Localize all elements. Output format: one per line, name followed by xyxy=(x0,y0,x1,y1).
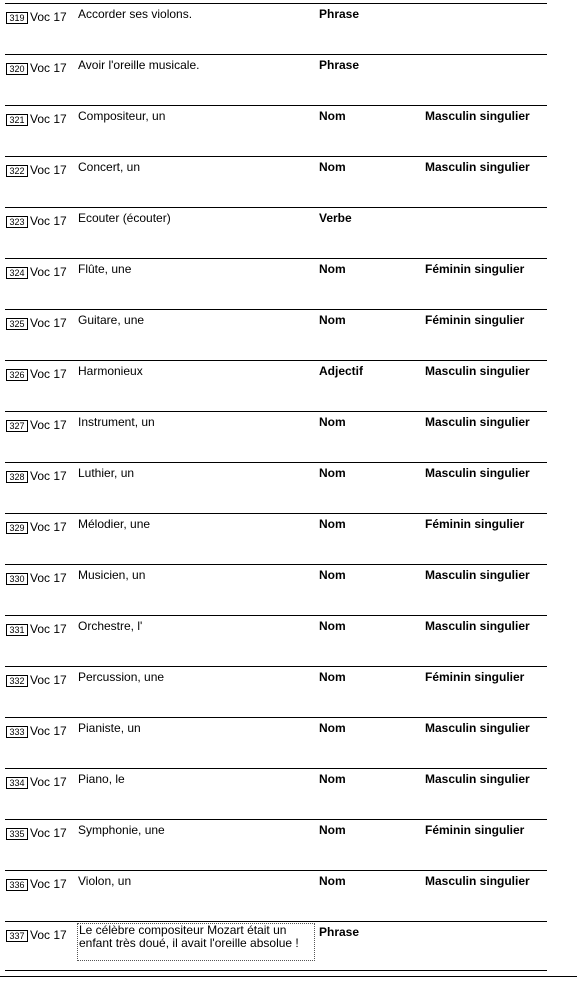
entry-number: 334 xyxy=(6,777,28,789)
word-category: Nom xyxy=(319,466,346,480)
word-category: Nom xyxy=(319,568,346,582)
entry-number: 326 xyxy=(6,369,28,381)
word-category: Phrase xyxy=(319,58,360,72)
vocabulary-row xyxy=(0,867,577,918)
gender-number: Masculin singulier xyxy=(425,721,530,735)
lesson-label: Voc 17 xyxy=(30,775,67,789)
entry-number: 325 xyxy=(6,318,28,330)
word-category: Nom xyxy=(319,874,346,888)
lesson-label: Voc 17 xyxy=(30,673,67,687)
entry-number: 324 xyxy=(6,267,28,279)
entry-number: 319 xyxy=(6,12,28,24)
vocabulary-term: Orchestre, l' xyxy=(78,619,143,633)
entry-number: 335 xyxy=(6,828,28,840)
lesson-label: Voc 17 xyxy=(30,367,67,381)
entry-number: 327 xyxy=(6,420,28,432)
word-category: Verbe xyxy=(319,211,352,225)
vocabulary-term: Concert, un xyxy=(78,160,141,174)
vocabulary-row xyxy=(0,816,577,867)
gender-number: Masculin singulier xyxy=(425,364,530,378)
gender-number: Féminin singulier xyxy=(425,670,525,684)
lesson-label: Voc 17 xyxy=(30,265,67,279)
vocabulary-row xyxy=(0,357,577,408)
lesson-label: Voc 17 xyxy=(30,163,67,177)
word-category: Nom xyxy=(319,415,346,429)
vocabulary-term: Luthier, un xyxy=(78,466,135,480)
word-category: Nom xyxy=(319,313,346,327)
vocabulary-row xyxy=(0,255,577,306)
gender-number: Masculin singulier xyxy=(425,568,530,582)
vocabulary-row xyxy=(0,510,577,561)
entry-number: 329 xyxy=(6,522,28,534)
lesson-label: Voc 17 xyxy=(30,622,67,636)
word-category: Nom xyxy=(319,262,346,276)
vocabulary-row xyxy=(0,153,577,204)
vocabulary-row xyxy=(0,204,577,255)
vocabulary-term: Mélodier, une xyxy=(78,517,151,531)
entry-number: 333 xyxy=(6,726,28,738)
word-category: Nom xyxy=(319,619,346,633)
vocabulary-row xyxy=(0,102,577,153)
gender-number: Masculin singulier xyxy=(425,415,530,429)
vocabulary-term: Piano, le xyxy=(78,772,125,786)
vocabulary-term: Compositeur, un xyxy=(78,109,166,123)
vocabulary-row xyxy=(0,561,577,612)
vocabulary-row xyxy=(0,51,577,102)
vocabulary-row xyxy=(0,663,577,714)
gender-number: Masculin singulier xyxy=(425,874,530,888)
lesson-label: Voc 17 xyxy=(30,826,67,840)
word-category: Nom xyxy=(319,109,346,123)
entry-number: 330 xyxy=(6,573,28,585)
entry-number: 336 xyxy=(6,879,28,891)
entry-number: 320 xyxy=(6,63,28,75)
vocabulary-term: Guitare, une xyxy=(78,313,145,327)
entry-number: 332 xyxy=(6,675,28,687)
word-category: Nom xyxy=(319,670,346,684)
vocabulary-term: Symphonie, une xyxy=(78,823,165,837)
lesson-label: Voc 17 xyxy=(30,61,67,75)
gender-number: Masculin singulier xyxy=(425,160,530,174)
gender-number: Féminin singulier xyxy=(425,313,525,327)
vocabulary-row xyxy=(0,765,577,816)
word-category: Nom xyxy=(319,160,346,174)
vocabulary-term: Musicien, un xyxy=(78,568,146,582)
entry-number: 337 xyxy=(6,930,28,942)
gender-number: Masculin singulier xyxy=(425,466,530,480)
lesson-label: Voc 17 xyxy=(30,928,67,942)
vocabulary-row xyxy=(0,0,577,51)
entry-number: 328 xyxy=(6,471,28,483)
lesson-label: Voc 17 xyxy=(30,316,67,330)
vocabulary-term: Flûte, une xyxy=(78,262,132,276)
lesson-label: Voc 17 xyxy=(30,520,67,534)
vocabulary-row xyxy=(0,408,577,459)
word-category: Phrase xyxy=(319,7,360,21)
vocabulary-row xyxy=(0,459,577,510)
lesson-label: Voc 17 xyxy=(30,877,67,891)
lesson-label: Voc 17 xyxy=(30,724,67,738)
vocabulary-term: Harmonieux xyxy=(78,364,143,378)
vocabulary-term: Accorder ses violons. xyxy=(78,7,193,21)
vocabulary-term: Pianiste, un xyxy=(78,721,141,735)
entry-number: 321 xyxy=(6,114,28,126)
lesson-label: Voc 17 xyxy=(30,214,67,228)
vocabulary-row xyxy=(0,714,577,765)
lesson-label: Voc 17 xyxy=(30,418,67,432)
page-bottom-divider xyxy=(0,976,577,977)
gender-number: Masculin singulier xyxy=(425,772,530,786)
lesson-label: Voc 17 xyxy=(30,10,67,24)
vocabulary-term: Avoir l'oreille musicale. xyxy=(78,58,200,72)
entry-number: 331 xyxy=(6,624,28,636)
word-category: Nom xyxy=(319,721,346,735)
word-category: Nom xyxy=(319,823,346,837)
vocabulary-term: Instrument, un xyxy=(78,415,155,429)
vocabulary-row xyxy=(0,306,577,357)
lesson-label: Voc 17 xyxy=(30,112,67,126)
word-category: Nom xyxy=(319,772,346,786)
gender-number: Féminin singulier xyxy=(425,262,525,276)
vocabulary-term: Le célèbre compositeur Mozart était un enfant très doué, il avait l'oreille absolue ! xyxy=(77,923,315,961)
lesson-label: Voc 17 xyxy=(30,571,67,585)
gender-number: Féminin singulier xyxy=(425,517,525,531)
vocabulary-row xyxy=(0,612,577,663)
word-category: Adjectif xyxy=(319,364,364,378)
vocabulary-term: Percussion, une xyxy=(78,670,165,684)
word-category: Phrase xyxy=(319,925,360,939)
gender-number: Masculin singulier xyxy=(425,619,530,633)
word-category: Nom xyxy=(319,517,346,531)
vocabulary-term: Ecouter (écouter) xyxy=(78,211,171,225)
gender-number: Féminin singulier xyxy=(425,823,525,837)
bottom-divider xyxy=(5,970,547,971)
vocabulary-row xyxy=(0,918,577,969)
vocabulary-term: Violon, un xyxy=(78,874,132,888)
entry-number: 323 xyxy=(6,216,28,228)
lesson-label: Voc 17 xyxy=(30,469,67,483)
gender-number: Masculin singulier xyxy=(425,109,530,123)
entry-number: 322 xyxy=(6,165,28,177)
